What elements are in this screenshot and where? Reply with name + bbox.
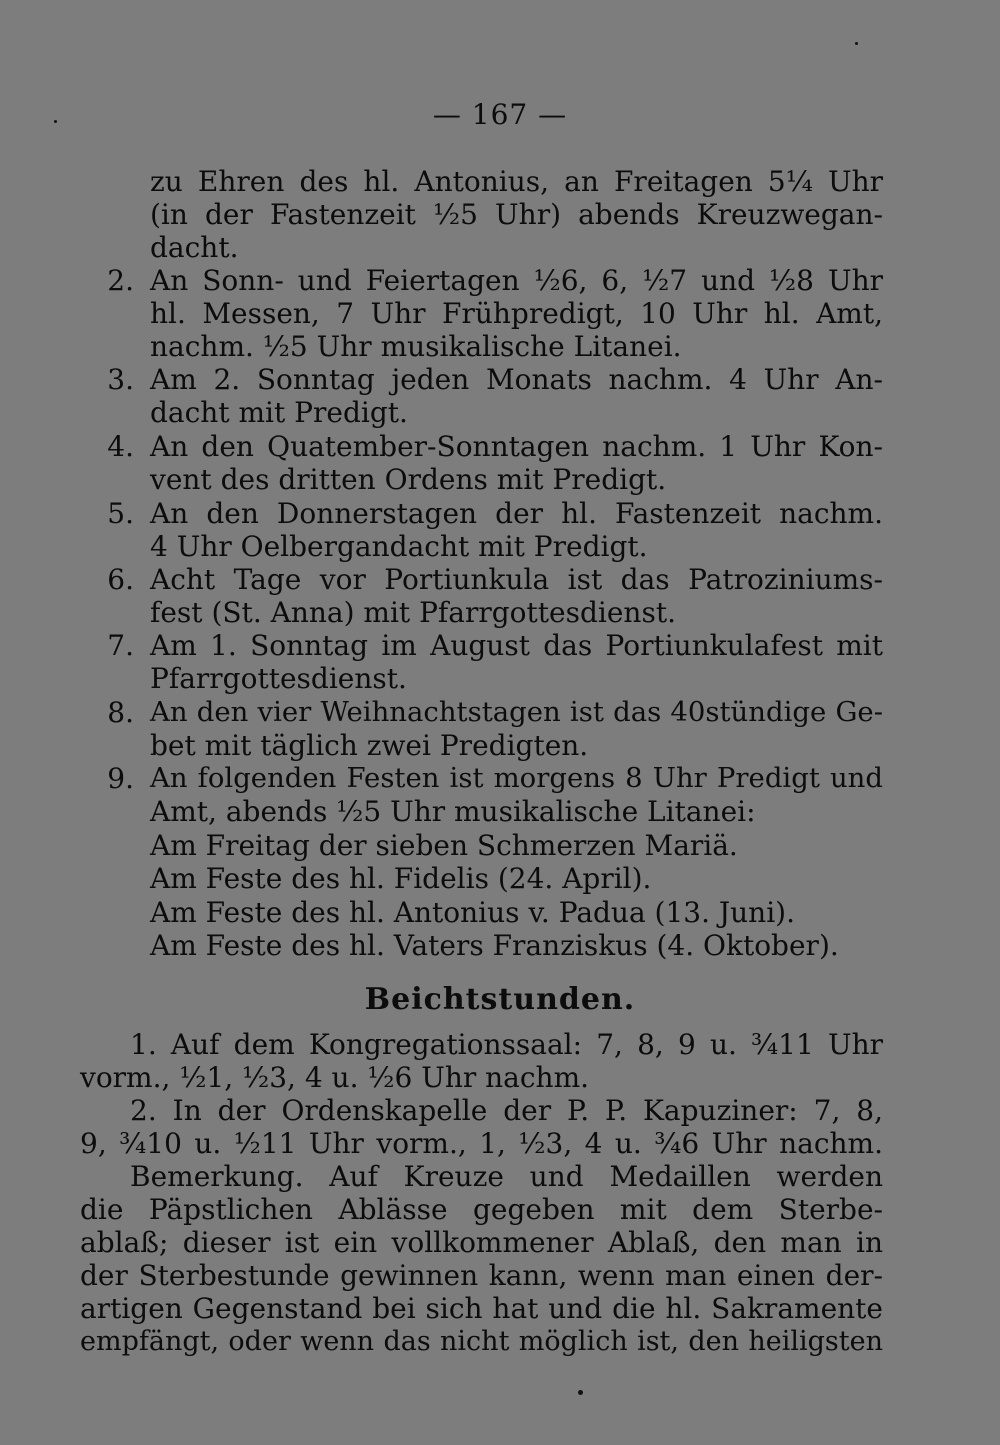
text-line: nachm. ½5 Uhr musikalische Litanei. (150, 330, 682, 363)
item-number: 6. (107, 563, 134, 596)
print-speck (54, 120, 57, 123)
page-number: — 167 — (432, 98, 568, 131)
item-number: 3. (107, 363, 134, 396)
text-line: zu Ehren des hl. Antonius, an Freitagen 5¼ Uhr (150, 165, 883, 198)
text-line: fest (St. Anna) mit Pfarrgottesdienst. (150, 596, 676, 629)
text-line: Amt, abends ½5 Uhr musikalische Litanei: (150, 795, 756, 828)
item-number: 4. (107, 430, 134, 463)
text-line: 4 Uhr Oelbergandacht mit Predigt. (150, 530, 648, 563)
feast-line: Am Feste des hl. Antonius v. Padua (13. Juni). (150, 896, 795, 929)
text-line: An Sonn- und Feiertagen ½6, 6, ½7 und ½8 Uhr (150, 264, 883, 297)
text-line: 1. Auf dem Kongregationssaal: 7, 8, 9 u. ¾11 Uhr (130, 1028, 883, 1061)
item-number: 5. (107, 497, 134, 530)
text-line: empfängt, oder wenn das nicht möglich ist, den heiligsten (80, 1326, 883, 1357)
text-line: Pfarrgottesdienst. (150, 662, 407, 695)
feast-line: Am Feste des hl. Fidelis (24. April). (150, 862, 652, 895)
text-line: 9, ¾10 u. ½11 Uhr vorm., 1, ½3, 4 u. ¾6 Uhr nachm. (80, 1127, 883, 1160)
section-heading: Beichtstunden. (364, 982, 636, 1017)
text-line: (in der Fastenzeit ½5 Uhr) abends Kreuzwegan- (150, 198, 883, 231)
text-line: An den vier Weihnachtstagen ist das 40stündige Ge- (150, 696, 883, 728)
text-line: Bemerkung. Auf Kreuze und Medaillen werden (130, 1160, 883, 1193)
item-number: 2. (107, 264, 134, 297)
item-number: 8. (107, 696, 134, 729)
print-speck (855, 42, 858, 45)
feast-line: Am Freitag der sieben Schmerzen Mariä. (150, 829, 738, 862)
text-line: hl. Messen, 7 Uhr Frühpredigt, 10 Uhr hl. Amt, (150, 297, 883, 330)
text-line: Am 2. Sonntag jeden Monats nachm. 4 Uhr An- (150, 363, 883, 396)
text-line: vorm., ½1, ½3, 4 u. ½6 Uhr nachm. (80, 1061, 590, 1094)
item-number: 7. (107, 629, 134, 662)
text-line: Am 1. Sonntag im August das Portiunkulafest mit (150, 629, 883, 662)
text-line: die Päpstlichen Ablässe gegeben mit dem Sterbe- (80, 1193, 883, 1226)
text-line: dacht. (150, 231, 239, 264)
text-line: vent des dritten Ordens mit Predigt. (150, 463, 667, 496)
text-line: dacht mit Predigt. (150, 396, 408, 429)
text-line: ablaß; dieser ist ein vollkommener Ablaß, den man in (80, 1226, 883, 1259)
text-line: Acht Tage vor Portiunkula ist das Patroziniums- (150, 563, 883, 596)
item-number: 9. (107, 762, 134, 795)
text-line: artigen Gegenstand bei sich hat und die hl. Sakramente (80, 1292, 883, 1325)
text-line: 2. In der Ordenskapelle der P. P. Kapuziner: 7, 8, (130, 1094, 883, 1127)
text-line: An den Quatember-Sonntagen nachm. 1 Uhr Kon- (150, 430, 883, 463)
text-line: der Sterbestunde gewinnen kann, wenn man einen der- (80, 1259, 883, 1292)
print-speck (578, 1390, 583, 1395)
text-line: An den Donnerstagen der hl. Fastenzeit nachm. (150, 497, 883, 530)
text-line: bet mit täglich zwei Predigten. (150, 729, 589, 762)
feast-line: Am Feste des hl. Vaters Franziskus (4. Oktober). (150, 929, 839, 962)
text-line: An folgenden Festen ist morgens 8 Uhr Predigt und (150, 762, 883, 794)
